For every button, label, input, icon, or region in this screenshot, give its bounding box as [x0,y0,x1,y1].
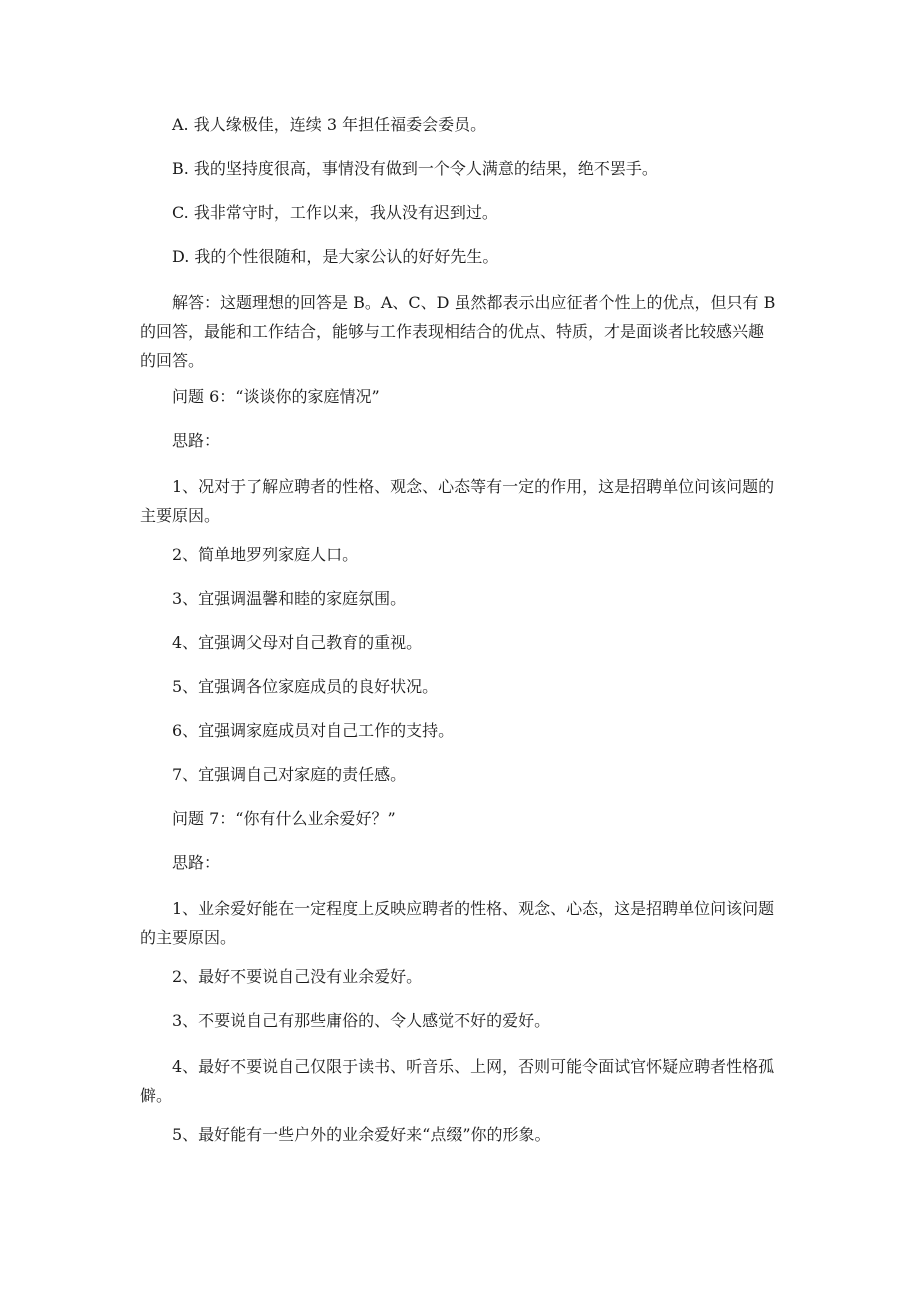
q7-point-4: 4、最好不要说自己仅限于读书、听音乐、上网，否则可能令面试官怀疑应聘者性格孤僻。 [140,1057,775,1105]
q7-point-1: 1、业余爱好能在一定程度上反映应聘者的性格、观念、心态，这是招聘单位问该问题的主要原因。 [140,899,775,947]
option-c: C. 我非常守时，工作以来，我从没有迟到过。 [172,203,498,222]
q6-point-5: 5、宜强调各位家庭成员的良好状况。 [172,677,439,696]
q6-point-7: 7、宜强调自己对家庭的责任感。 [172,765,407,784]
q6-point-6: 6、宜强调家庭成员对自己工作的支持。 [172,721,455,740]
q7-point-5: 5、最好能有一些户外的业余爱好来“点缀”你的形象。 [172,1125,551,1144]
question-6-thinking: 思路： [172,431,221,450]
question-7-thinking: 思路： [172,853,221,872]
option-a: A. 我人缘极佳，连续 3 年担任福委会委员。 [172,115,487,134]
question-6-title: 问题 6：“谈谈你的家庭情况” [172,387,380,406]
q6-point-1: 1、况对于了解应聘者的性格、观念、心态等有一定的作用，这是招聘单位问该问题的主要原因。 [140,477,775,525]
option-b: B. 我的坚持度很高，事情没有做到一个令人满意的结果，绝不罢手。 [172,159,658,178]
q6-point-4: 4、宜强调父母对自己教育的重视。 [172,633,423,652]
q7-point-2: 2、最好不要说自己没有业余爱好。 [172,967,423,986]
question-7-title: 问题 7：“你有什么业余爱好？” [172,809,396,828]
q6-point-3: 3、宜强调温馨和睦的家庭氛围。 [172,589,407,608]
q6-point-2: 2、简单地罗列家庭人口。 [172,545,359,564]
option-d: D. 我的个性很随和，是大家公认的好好先生。 [172,247,499,266]
q7-point-3: 3、不要说自己有那些庸俗的、令人感觉不好的爱好。 [172,1011,551,1030]
answer-paragraph: 解答：这题理想的回答是 B。A、C、D 虽然都表示出应征者个性上的优点，但只有 B 的回答，最能和工作结合，能够与工作表现相结合的优点、特质，才是面谈者比较感兴趣的回答。 [140,293,776,370]
